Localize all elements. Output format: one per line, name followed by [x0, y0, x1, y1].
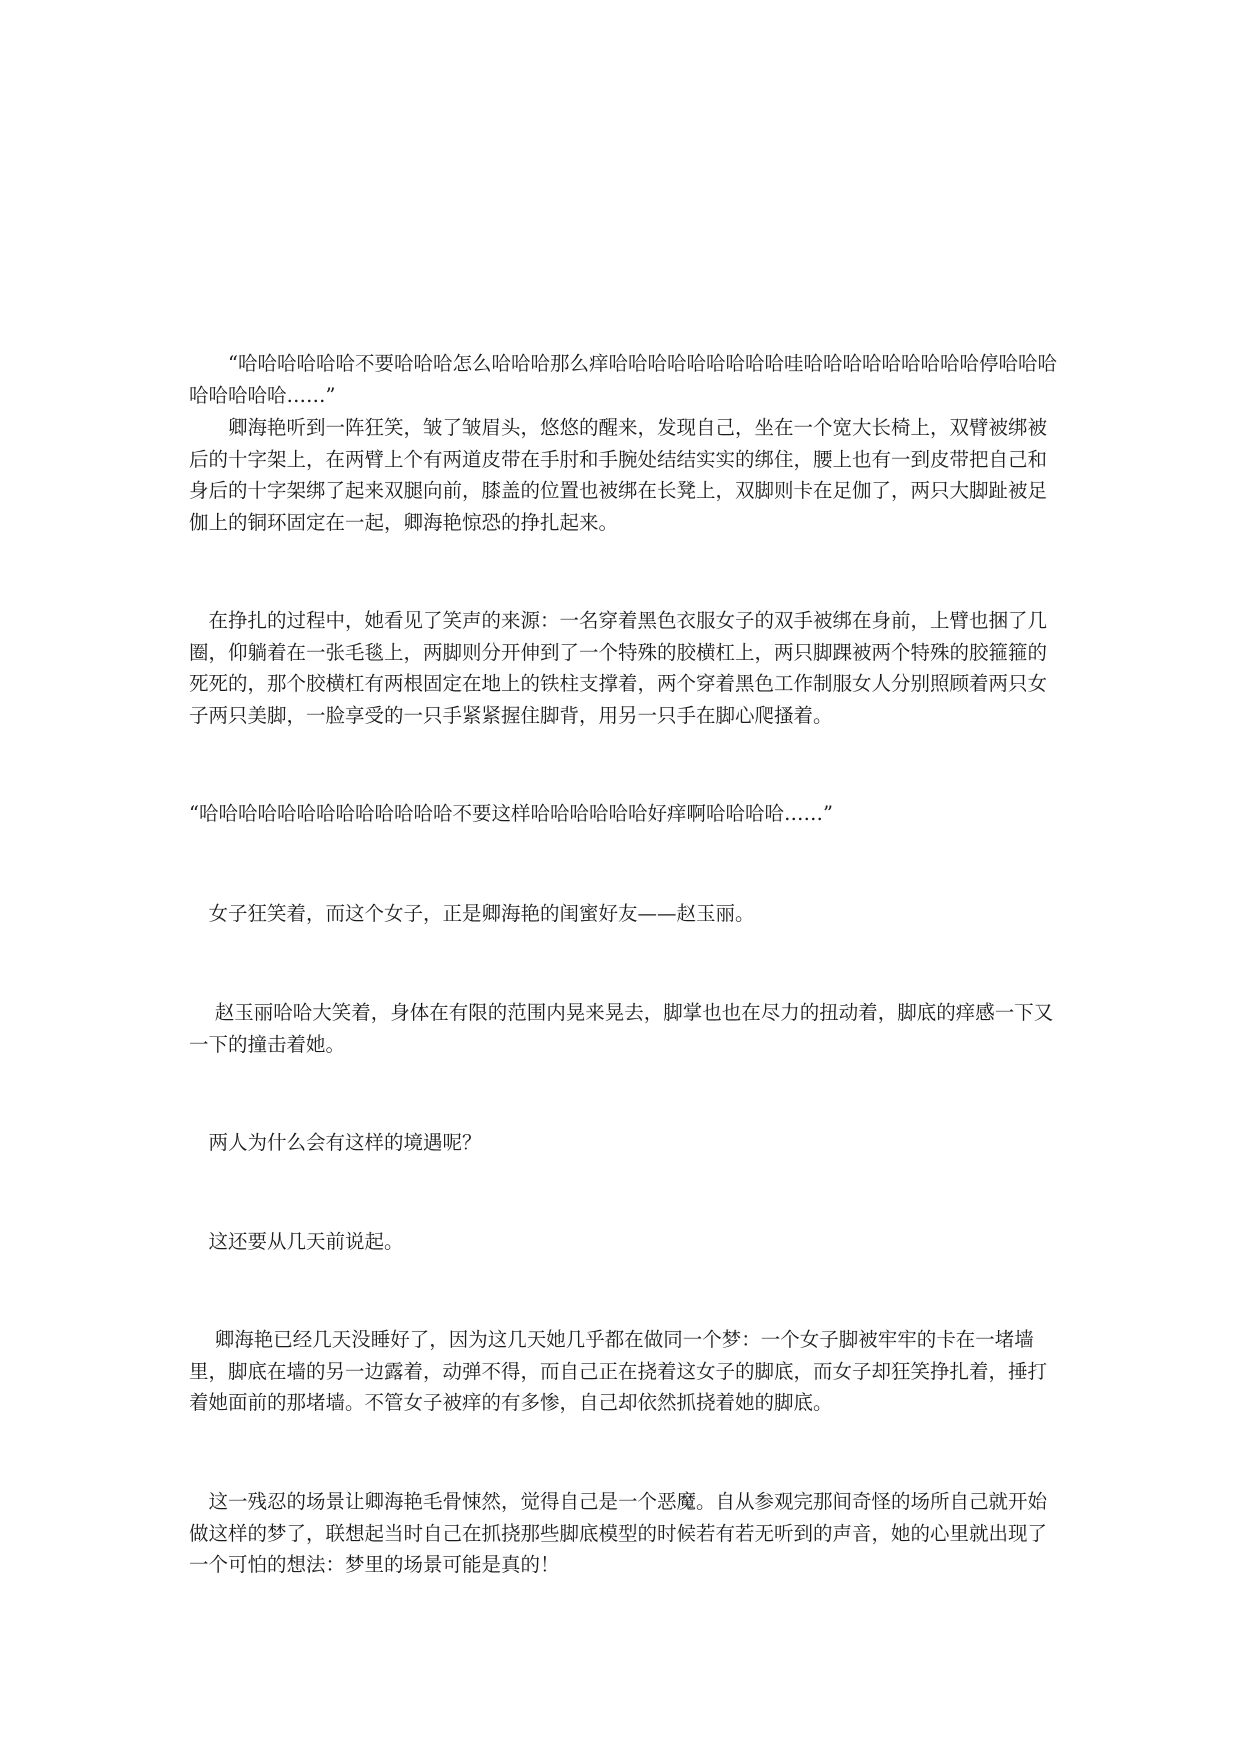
paragraph-laughter-2: “哈哈哈哈哈哈哈哈哈哈哈哈哈不要这样哈哈哈哈哈哈好痒啊哈哈哈哈……” — [189, 802, 833, 825]
paragraph-laughter-1: “哈哈哈哈哈哈不要哈哈哈怎么哈哈哈那么痒哈哈哈哈哈哈哈哈哈哇哈哈哈哈哈哈哈哈哈停哈哈哈哈哈哈哈哈……” — [189, 352, 1057, 407]
paragraph-friend-reveal: 女子狂笑着，而这个女子，正是卿海艳的闺蜜好友——赵玉丽。 — [189, 902, 755, 925]
paragraph-question: 两人为什么会有这样的境遇呢？ — [189, 1131, 482, 1154]
paragraph-dream: 卿海艳已经几天没睡好了，因为这几天她几乎都在做同一个梦：一个女子脚被牢牢的卡在一堵墙里，脚底在墙的另一边露着，动弹不得，而自己正在挠着这女子的脚底，而女子却狂笑挣扎着，捶打着她面前的那堵墙。不管女子被痒的有多惨，自己却依然抓挠着她的脚底。 — [189, 1328, 1048, 1414]
paragraph-realization: 这一残忍的场景让卿海艳毛骨悚然，觉得自己是一个恶魔。自从参观完那间奇怪的场所自己就开始做这样的梦了，联想起当时自己在抓挠那些脚底模型的时候若有若无听到的声音，她的心里就出现了一个可怕的想法：梦里的场景可能是真的！ — [189, 1490, 1048, 1576]
paragraph-flashback: 这还要从几天前说起。 — [189, 1230, 404, 1253]
paragraph-struggle: 在挣扎的过程中，她看见了笑声的来源：一名穿着黑色衣服女子的双手被绑在身前，上臂也捆了几圈，仰躺着在一张毛毯上，两脚则分开伸到了一个特殊的胶横杠上，两只脚踝被两个特殊的胶箍箍的死死的，那个胶横杠有两根固定在地上的铁柱支撑着，两个穿着黑色工作制服女人分别照顾着两只女子两只美脚，一脸享受的一只手紧紧握住脚背，用另一只手在脚心爬搔着。 — [189, 609, 1048, 727]
paragraph-waking-up: 卿海艳听到一阵狂笑，皱了皱眉头，悠悠的醒来，发现自己，坐在一个宽大长椅上，双臂被绑被后的十字架上，在两臂上个有两道皮带在手肘和手腕处结结实实的绑住，腰上也有一到皮带把自己和身后的十字架绑了起来双腿向前，膝盖的位置也被绑在长凳上，双脚则卡在足伽了，两只大脚趾被足伽上的铜环固定在一起，卿海艳惊恐的挣扎起来。 — [189, 416, 1048, 534]
paragraph-zhao-yuli: 赵玉丽哈哈大笑着，身体在有限的范围内晃来晃去，脚掌也也在尽力的扭动着，脚底的痒感一下又一下的撞击着她。 — [189, 1001, 1054, 1056]
